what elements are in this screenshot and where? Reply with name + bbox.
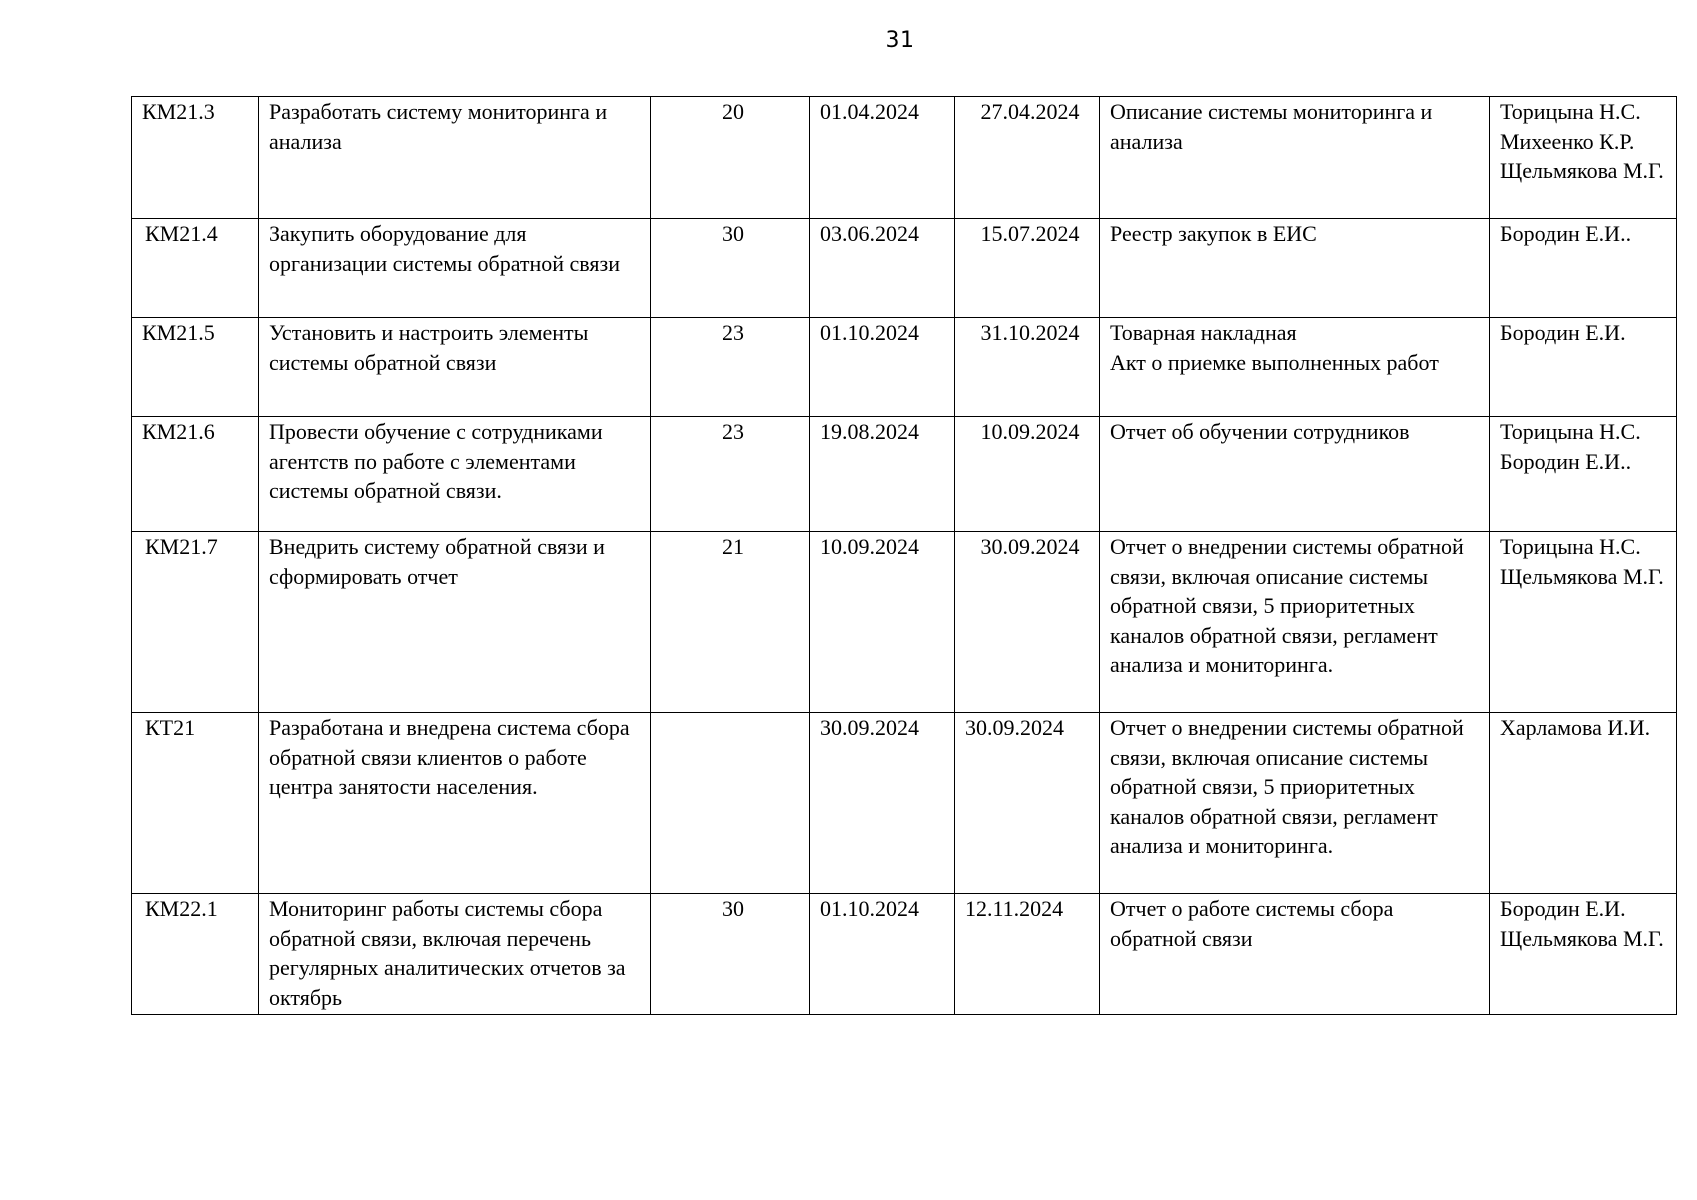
duration-cell: 21 xyxy=(651,532,810,713)
task-cell: Установить и настроить элементы системы обратной связи xyxy=(259,318,651,417)
table-row xyxy=(132,318,1677,417)
table-row xyxy=(132,97,1677,219)
result-cell: Отчет о работе системы сбора обратной связи xyxy=(1100,894,1490,1015)
start-date-cell: 01.04.2024 xyxy=(810,97,955,219)
responsible-cell: Торицына Н.С. Михеенко К.Р. Щельмякова М.Г. xyxy=(1490,97,1677,219)
code-cell: КТ21 xyxy=(132,713,259,894)
responsible-cell: Бородин Е.И. Щельмякова М.Г. xyxy=(1490,894,1677,1015)
result-cell: Отчет о внедрении системы обратной связи, включая описание системы обратной связи, 5 приоритетных каналов обратной связи, регламент анализа и мониторинга. xyxy=(1100,713,1490,894)
responsible-cell: Харламова И.И. xyxy=(1490,713,1677,894)
start-date-cell: 19.08.2024 xyxy=(810,417,955,532)
project-schedule-table xyxy=(131,96,1677,1015)
table-row xyxy=(132,219,1677,318)
start-date-cell: 01.10.2024 xyxy=(810,894,955,1015)
code-cell: КМ21.7 xyxy=(132,532,259,713)
end-date-cell: 27.04.2024 xyxy=(955,97,1100,219)
start-date-cell: 01.10.2024 xyxy=(810,318,955,417)
duration-cell: 23 xyxy=(651,417,810,532)
code-cell: КМ21.4 xyxy=(132,219,259,318)
responsible-cell: Бородин Е.И. xyxy=(1490,318,1677,417)
result-cell: Описание системы мониторинга и анализа xyxy=(1100,97,1490,219)
task-cell: Закупить оборудование для организации системы обратной связи xyxy=(259,219,651,318)
end-date-cell: 10.09.2024 xyxy=(955,417,1100,532)
code-cell: КМ22.1 xyxy=(132,894,259,1015)
end-date-cell: 30.09.2024 xyxy=(955,532,1100,713)
code-cell: КМ21.6 xyxy=(132,417,259,532)
result-cell: Товарная накладная Акт о приемке выполненных работ xyxy=(1100,318,1490,417)
table-row xyxy=(132,713,1677,894)
table-row xyxy=(132,417,1677,532)
task-cell: Разработана и внедрена система сбора обратной связи клиентов о работе центра занятости населения. xyxy=(259,713,651,894)
responsible-cell: Бородин Е.И.. xyxy=(1490,219,1677,318)
end-date-cell: 30.09.2024 xyxy=(955,713,1100,894)
end-date-cell: 15.07.2024 xyxy=(955,219,1100,318)
page-number: 31 xyxy=(885,28,915,53)
table-row xyxy=(132,894,1677,1015)
task-cell: Провести обучение с сотрудниками агентств по работе с элементами системы обратной связи. xyxy=(259,417,651,532)
end-date-cell: 12.11.2024 xyxy=(955,894,1100,1015)
result-cell: Реестр закупок в ЕИС xyxy=(1100,219,1490,318)
code-cell: КМ21.3 xyxy=(132,97,259,219)
duration-cell: 20 xyxy=(651,97,810,219)
duration-cell: 30 xyxy=(651,894,810,1015)
duration-cell: 23 xyxy=(651,318,810,417)
duration-cell: 30 xyxy=(651,219,810,318)
start-date-cell: 10.09.2024 xyxy=(810,532,955,713)
code-cell: КМ21.5 xyxy=(132,318,259,417)
end-date-cell: 31.10.2024 xyxy=(955,318,1100,417)
result-cell: Отчет об обучении сотрудников xyxy=(1100,417,1490,532)
result-cell: Отчет о внедрении системы обратной связи, включая описание системы обратной связи, 5 приоритетных каналов обратной связи, регламент анализа и мониторинга. xyxy=(1100,532,1490,713)
table-row xyxy=(132,532,1677,713)
start-date-cell: 30.09.2024 xyxy=(810,713,955,894)
responsible-cell: Торицына Н.С. Бородин Е.И.. xyxy=(1490,417,1677,532)
duration-cell xyxy=(651,713,810,894)
task-cell: Внедрить систему обратной связи и сформировать отчет xyxy=(259,532,651,713)
task-cell: Разработать систему мониторинга и анализа xyxy=(259,97,651,219)
task-cell: Мониторинг работы системы сбора обратной связи, включая перечень регулярных аналитических отчетов за октябрь xyxy=(259,894,651,1015)
responsible-cell: Торицына Н.С. Щельмякова М.Г. xyxy=(1490,532,1677,713)
start-date-cell: 03.06.2024 xyxy=(810,219,955,318)
